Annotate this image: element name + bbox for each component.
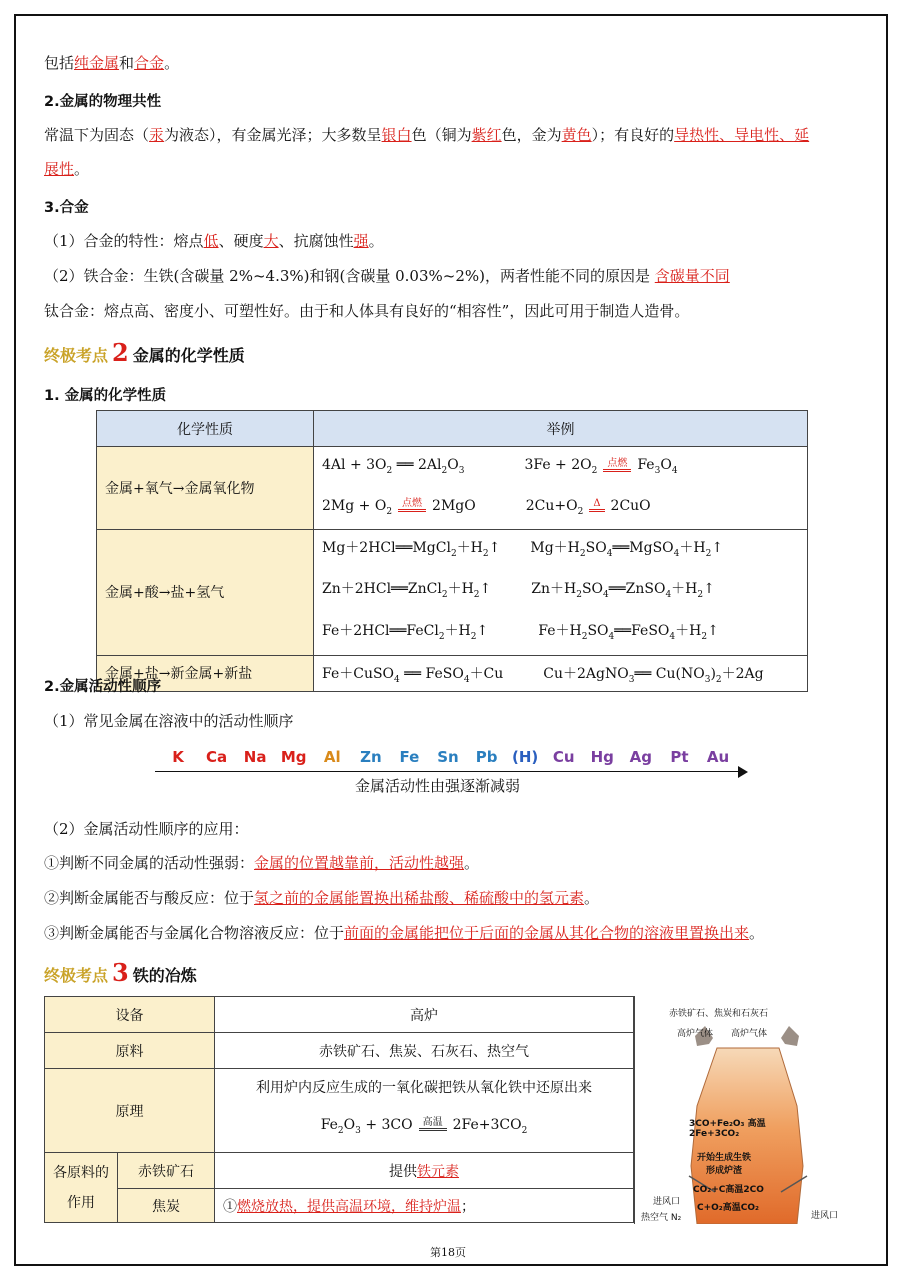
activity-element: Cu	[552, 748, 575, 766]
furnace-reaction-3: C+O₂高温CO₂	[697, 1203, 759, 1213]
iron-smelting-table	[44, 996, 634, 1223]
physical-line: 常温下为固态（汞为液态），有金属光泽；大多数呈银白色（铜为紫红色，金为黄色）；有良好的导热性、导电性、延	[44, 126, 810, 144]
col-header-example: 举例	[314, 411, 808, 447]
row-label-oxygen: 金属+氧气→金属氧化物	[97, 447, 314, 530]
activity-element: Hg	[590, 748, 614, 766]
section-heading-3: 终极考点 3 铁的冶炼	[44, 958, 197, 987]
examples-oxygen: $4Al + 3O_2$ ══ $2Al_2O_3$ $3Fe + 2O_2$点燃 $Fe_3O_4$ $2Mg + O_2$点燃 2MgO $2Cu+O_2\Delta$ 2CuO	[314, 447, 808, 530]
activity-element: Fe	[399, 748, 420, 766]
value-raw-materials: 赤铁矿石、焦炭、石灰石、热空气	[215, 1033, 634, 1069]
label-raw-materials: 原料	[45, 1033, 215, 1069]
value-coke: ①燃烧放热，提供高温环境，维持炉温；	[215, 1189, 634, 1223]
label-coke: 焦炭	[118, 1189, 215, 1223]
subheading-activity: 2.金属活动性顺序	[44, 679, 162, 695]
application-1: ①判断不同金属的活动性强弱：金属的位置越靠前，活动性越强。	[44, 854, 480, 872]
label-principle: 原理	[45, 1069, 215, 1153]
furnace-reaction-2: CO₂+C高温2CO	[693, 1185, 764, 1195]
activity-element: (H)	[512, 748, 539, 766]
subheading-chemical: 1. 金属的化学性质	[44, 388, 167, 404]
blast-furnace-diagram	[634, 996, 861, 1224]
activity-series	[150, 745, 750, 800]
examples-salt: Fe＋CuSO$_4$ ══ FeSO$_4$＋Cu Cu＋2AgNO$_3$══ $Cu(NO_3)_2+2Ag$	[314, 655, 808, 691]
application-2: ②判断金属能否与酸反应：位于氢之前的金属能置换出稀盐酸、稀硫酸中的氢元素。	[44, 889, 600, 907]
activity-element: Al	[323, 748, 341, 766]
activity-caption: 金属活动性由强逐渐减弱	[355, 777, 521, 795]
activity-element: Ca	[205, 748, 228, 766]
application-3: ③判断金属能否与金属化合物溶液反应：位于前面的金属能把位于后面的金属从其化合物的溶液里置换出来。	[44, 924, 765, 942]
label-ore: 赤铁矿石	[118, 1153, 215, 1189]
activity-element: K	[172, 748, 184, 766]
heading-alloy: 3.合金	[44, 200, 89, 216]
chemical-properties-table	[96, 410, 808, 692]
activity-element: Mg	[280, 748, 307, 766]
activity-element: Pb	[475, 748, 498, 766]
furnace-hot-air: 热空气 N₂	[641, 1213, 682, 1223]
value-principle: 利用炉内反应生成的一氧化碳把铁从氧化铁中还原出来 $Fe_2O_3 + 3CO$ 高温 $2Fe+3CO_2$	[215, 1069, 634, 1153]
furnace-inlet-right: 进风口	[811, 1211, 839, 1221]
activity-element: Sn	[437, 748, 459, 766]
row-label-acid: 金属+酸→盐+氢气	[97, 529, 314, 655]
label-equipment: 设备	[45, 997, 215, 1033]
alloy-properties: （1）合金的特性：熔点低、硬度大、抗腐蚀性强。	[44, 232, 384, 250]
furnace-inlet-left: 进风口	[653, 1197, 681, 1207]
furnace-gas-right: 高炉气体	[731, 1029, 768, 1039]
activity-element: Zn	[360, 748, 382, 766]
col-header-property: 化学性质	[97, 411, 314, 447]
arrow-head-icon	[738, 766, 748, 778]
furnace-gas-left: 高炉气体	[677, 1029, 714, 1039]
activity-element: Na	[243, 748, 267, 766]
intro-line: 包括纯金属和合金。	[44, 54, 180, 72]
titanium-alloy: 钛合金：熔点高、密度小、可塑性好。由于和人体具有良好的“相容性”，因此可用于制造人造骨。	[44, 302, 690, 320]
furnace-middle: 开始生成生铁 形成炉渣	[697, 1153, 752, 1176]
activity-element: Pt	[670, 748, 689, 766]
iron-alloy: （2）铁合金：生铁(含碳量 2%~4.3%)和钢(含碳量 0.03%~2%)，两者性能不同的原因是 含碳量不同	[44, 267, 730, 285]
section-heading-2: 终极考点 2 金属的化学性质	[44, 338, 245, 367]
row-label-salt: 金属+盐→新金属+新盐	[97, 655, 314, 691]
activity-title: （1）常见金属在溶液中的活动性顺序	[44, 712, 294, 730]
page-number: 第18页	[430, 1246, 466, 1259]
examples-acid: $Mg+2HCl══MgCl_2+H_2↑$ $Mg+H_2SO_4══MgSO_4+H_2↑$ $Zn+2HCl══ZnCl_2+H_2↑$ $Zn+H_2SO_4══ZnSO_4+H_2↑$ $Fe+2HCl══FeCl_2+H_2↑$ $Fe+H_2SO_4══FeSO_4+H_2↑$	[314, 529, 808, 655]
label-roles: 各原料的作用	[45, 1153, 118, 1223]
value-ore: 提供铁元素	[215, 1153, 634, 1189]
activity-element: Ag	[629, 748, 653, 766]
furnace-reaction-1: 3CO+Fe₂O₃ 高温 2Fe+3CO₂	[689, 1119, 766, 1139]
furnace-top-label: 赤铁矿石、焦炭和石灰石	[669, 1009, 769, 1019]
activity-arrow	[155, 771, 745, 772]
value-equipment: 高炉	[215, 997, 634, 1033]
heading-physical: 2.金属的物理共性	[44, 94, 162, 110]
activity-element: Au	[706, 748, 730, 766]
physical-line-2: 展性。	[44, 160, 90, 178]
application-title: （2）金属活动性顺序的应用：	[44, 820, 249, 838]
